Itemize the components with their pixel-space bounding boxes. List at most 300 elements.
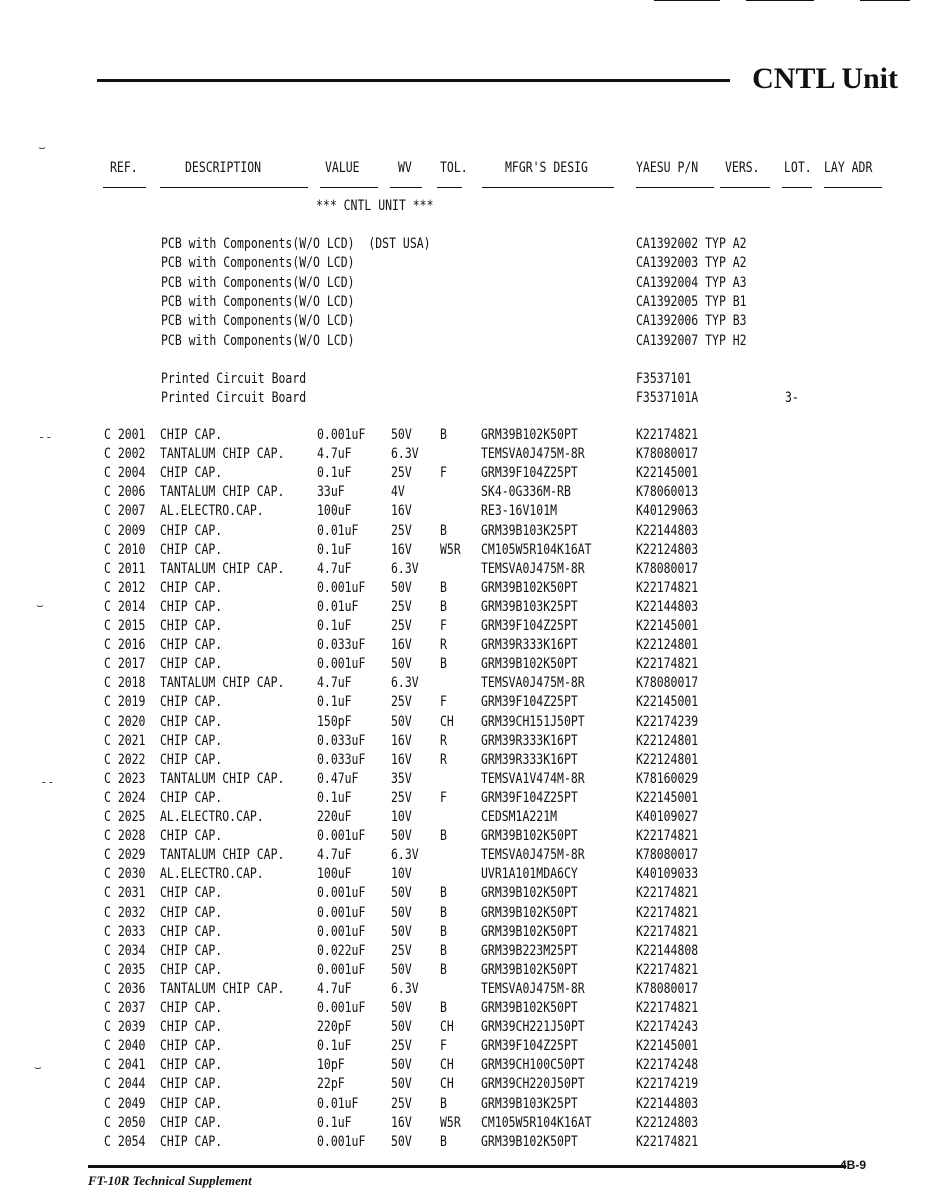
- table-row: [0, 446, 926, 465]
- part-tol: CH: [440, 713, 454, 730]
- part-wv: 50V: [391, 1000, 412, 1016]
- part-yaesu-pn: K22174821: [636, 579, 699, 596]
- assembly-part-number: CA1392003 TYP A2: [636, 255, 747, 272]
- part-ref: C 2020: [104, 713, 146, 730]
- table-row: [0, 943, 926, 962]
- col-wv: WV: [398, 160, 412, 176]
- part-yaesu-pn: K78080017: [636, 847, 699, 864]
- part-description: CHIP CAP.: [160, 1133, 223, 1150]
- part-mfgr-desig: GRM39B102K50PT: [481, 427, 578, 443]
- part-ref: C 2001: [104, 427, 146, 443]
- part-tol: B: [440, 923, 447, 940]
- board-part-number: F3537101: [636, 371, 692, 387]
- col-lay: LAY ADR: [824, 160, 873, 176]
- part-wv: 16V: [391, 1114, 412, 1131]
- assembly-description: PCB with Components(W/O LCD): [161, 332, 355, 349]
- part-ref: C 2023: [104, 770, 146, 787]
- part-yaesu-pn: K22145001: [636, 1038, 699, 1055]
- table-row: [0, 465, 926, 484]
- part-yaesu-pn: K22144803: [636, 1095, 699, 1112]
- table-row: [0, 866, 926, 885]
- part-wv: 50V: [391, 579, 412, 596]
- part-tol: B: [440, 885, 447, 902]
- part-yaesu-pn: K78080017: [636, 980, 699, 997]
- table-row: [0, 599, 926, 618]
- part-yaesu-pn: K22174821: [636, 828, 699, 845]
- board-description: Printed Circuit Board: [161, 390, 307, 406]
- part-yaesu-pn: K22174821: [636, 923, 699, 940]
- col-tol: TOL.: [440, 160, 468, 176]
- part-yaesu-pn: K22145001: [636, 465, 699, 482]
- part-wv: 25V: [391, 942, 412, 959]
- part-mfgr-desig: GRM39B102K50PT: [481, 923, 578, 940]
- part-tol: B: [440, 1000, 447, 1016]
- part-tol: B: [440, 1095, 447, 1112]
- part-ref: C 2041: [104, 1057, 146, 1074]
- part-mfgr-desig: TEMSVA1V474M-8R: [481, 770, 585, 787]
- part-value: 0.001uF: [317, 923, 366, 940]
- part-description: TANTALUM CHIP CAP.: [160, 675, 285, 692]
- table-row: [0, 427, 926, 446]
- assembly-description: PCB with Components(W/O LCD): [161, 255, 355, 272]
- table-row: [0, 1057, 926, 1076]
- part-description: CHIP CAP.: [160, 961, 223, 978]
- part-ref: C 2037: [104, 1000, 146, 1016]
- part-mfgr-desig: TEMSVA0J475M-8R: [481, 847, 585, 864]
- table-row: [0, 1115, 926, 1134]
- part-value: 0.022uF: [317, 942, 366, 959]
- table-row: [0, 1000, 926, 1019]
- part-yaesu-pn: K78080017: [636, 560, 699, 577]
- part-wv: 25V: [391, 1095, 412, 1112]
- part-tol: F: [440, 618, 447, 634]
- part-tol: B: [440, 579, 447, 596]
- part-mfgr-desig: GRM39R333K16PT: [481, 732, 578, 749]
- part-ref: C 2010: [104, 541, 146, 558]
- part-tol: CH: [440, 1057, 454, 1074]
- part-description: CHIP CAP.: [160, 1038, 223, 1055]
- part-ref: C 2017: [104, 656, 146, 673]
- part-mfgr-desig: UVR1A101MDA6CY: [481, 866, 578, 883]
- part-wv: 50V: [391, 961, 412, 978]
- part-mfgr-desig: RE3-16V101M: [481, 503, 558, 520]
- part-description: CHIP CAP.: [160, 1019, 223, 1036]
- part-ref: C 2031: [104, 885, 146, 902]
- part-mfgr-desig: TEMSVA0J475M-8R: [481, 560, 585, 577]
- part-value: 10pF: [317, 1057, 345, 1074]
- part-mfgr-desig: GRM39B102K50PT: [481, 579, 578, 596]
- table-row: [0, 905, 926, 924]
- part-ref: C 2022: [104, 751, 146, 768]
- part-tol: R: [440, 732, 447, 749]
- part-tol: B: [440, 656, 447, 673]
- part-ref: C 2032: [104, 904, 146, 921]
- part-value: 0.001uF: [317, 1133, 366, 1150]
- assembly-part-number: CA1392002 TYP A2: [636, 236, 747, 252]
- part-description: CHIP CAP.: [160, 694, 223, 711]
- part-wv: 50V: [391, 713, 412, 730]
- col-lot: LOT.: [784, 160, 812, 176]
- part-wv: 50V: [391, 1057, 412, 1074]
- part-description: CHIP CAP.: [160, 1076, 223, 1093]
- part-yaesu-pn: K22144808: [636, 942, 699, 959]
- part-mfgr-desig: GRM39CH221J50PT: [481, 1019, 585, 1036]
- part-description: CHIP CAP.: [160, 637, 223, 654]
- part-description: CHIP CAP.: [160, 1057, 223, 1074]
- part-value: 0.1uF: [317, 789, 352, 806]
- part-tol: F: [440, 1038, 447, 1055]
- part-description: CHIP CAP.: [160, 579, 223, 596]
- part-value: 150pF: [317, 713, 352, 730]
- part-mfgr-desig: GRM39F104Z25PT: [481, 789, 578, 806]
- part-wv: 6.3V: [391, 560, 419, 577]
- page-number: 4B-9: [839, 1158, 866, 1172]
- part-yaesu-pn: K22174248: [636, 1057, 699, 1074]
- part-tol: B: [440, 828, 447, 845]
- part-ref: C 2016: [104, 637, 146, 654]
- part-wv: 6.3V: [391, 980, 419, 997]
- table-row: [0, 503, 926, 522]
- part-mfgr-desig: GRM39F104Z25PT: [481, 1038, 578, 1055]
- table-row: [0, 1134, 926, 1153]
- part-yaesu-pn: K78080017: [636, 675, 699, 692]
- part-value: 100uF: [317, 503, 352, 520]
- part-yaesu-pn: K78160029: [636, 770, 699, 787]
- assembly-description: PCB with Components(W/O LCD): [161, 274, 355, 291]
- part-ref: C 2039: [104, 1019, 146, 1036]
- part-ref: C 2029: [104, 847, 146, 864]
- part-ref: C 2033: [104, 923, 146, 940]
- col-value: VALUE: [325, 160, 360, 176]
- part-yaesu-pn: K22174243: [636, 1019, 699, 1036]
- part-ref: C 2025: [104, 809, 146, 825]
- table-row: [0, 828, 926, 847]
- part-description: CHIP CAP.: [160, 541, 223, 558]
- part-wv: 25V: [391, 789, 412, 806]
- table-row: [0, 637, 926, 656]
- part-value: 0.01uF: [317, 522, 359, 539]
- part-wv: 25V: [391, 694, 412, 711]
- part-yaesu-pn: K22124801: [636, 637, 699, 654]
- part-description: CHIP CAP.: [160, 789, 223, 806]
- part-mfgr-desig: GRM39B223M25PT: [481, 942, 578, 959]
- section-title: *** CNTL UNIT ***: [316, 198, 434, 214]
- table-row: [0, 675, 926, 694]
- part-wv: 25V: [391, 618, 412, 634]
- table-row: [0, 809, 926, 828]
- part-wv: 50V: [391, 1019, 412, 1036]
- part-description: CHIP CAP.: [160, 656, 223, 673]
- part-mfgr-desig: GRM39B103K25PT: [481, 598, 578, 615]
- part-mfgr-desig: GRM39B102K50PT: [481, 1133, 578, 1150]
- part-value: 33uF: [317, 484, 345, 501]
- part-mfgr-desig: GRM39B102K50PT: [481, 828, 578, 845]
- part-value: 0.001uF: [317, 1000, 366, 1016]
- part-ref: C 2040: [104, 1038, 146, 1055]
- part-wv: 16V: [391, 541, 412, 558]
- margin-mark: ⌣: [36, 598, 44, 612]
- assembly-part-number: CA1392005 TYP B1: [636, 293, 747, 310]
- part-value: 100uF: [317, 866, 352, 883]
- part-description: AL.ELECTRO.CAP.: [160, 809, 264, 825]
- part-yaesu-pn: K40109033: [636, 866, 699, 883]
- assembly-description: PCB with Components(W/O LCD) (DST USA): [161, 236, 431, 252]
- part-mfgr-desig: GRM39CH151J50PT: [481, 713, 585, 730]
- part-tol: CH: [440, 1019, 454, 1036]
- part-description: CHIP CAP.: [160, 923, 223, 940]
- footer-title: FT-10R Technical Supplement: [88, 1173, 252, 1188]
- assembly-part-number: CA1392004 TYP A3: [636, 274, 747, 291]
- part-ref: C 2049: [104, 1095, 146, 1112]
- part-yaesu-pn: K22174239: [636, 713, 699, 730]
- part-value: 4.7uF: [317, 980, 352, 997]
- part-value: 0.033uF: [317, 637, 366, 654]
- part-description: CHIP CAP.: [160, 732, 223, 749]
- part-wv: 6.3V: [391, 446, 419, 463]
- part-wv: 50V: [391, 656, 412, 673]
- part-ref: C 2028: [104, 828, 146, 845]
- part-value: 0.001uF: [317, 579, 366, 596]
- part-wv: 25V: [391, 522, 412, 539]
- part-yaesu-pn: K22174821: [636, 1133, 699, 1150]
- table-row: [0, 1038, 926, 1057]
- part-tol: R: [440, 751, 447, 768]
- part-yaesu-pn: K22144803: [636, 598, 699, 615]
- table-row: [0, 656, 926, 675]
- part-value: 220pF: [317, 1019, 352, 1036]
- part-yaesu-pn: K22145001: [636, 789, 699, 806]
- part-description: CHIP CAP.: [160, 942, 223, 959]
- part-mfgr-desig: GRM39B102K50PT: [481, 885, 578, 902]
- part-description: AL.ELECTRO.CAP.: [160, 866, 264, 883]
- part-tol: W5R: [440, 1114, 461, 1131]
- part-tol: F: [440, 465, 447, 482]
- assembly-description: PCB with Components(W/O LCD): [161, 293, 355, 310]
- table-row: [0, 542, 926, 561]
- footer-rule: [88, 1165, 846, 1168]
- part-value: 0.47uF: [317, 770, 359, 787]
- part-ref: C 2050: [104, 1114, 146, 1131]
- board-part-number: F3537101A: [636, 390, 699, 406]
- part-mfgr-desig: GRM39B102K50PT: [481, 904, 578, 921]
- table-row: [0, 580, 926, 599]
- part-description: AL.ELECTRO.CAP.: [160, 503, 264, 520]
- part-mfgr-desig: TEMSVA0J475M-8R: [481, 980, 585, 997]
- part-mfgr-desig: GRM39CH220J50PT: [481, 1076, 585, 1093]
- part-yaesu-pn: K22145001: [636, 694, 699, 711]
- part-description: CHIP CAP.: [160, 885, 223, 902]
- part-value: 0.033uF: [317, 751, 366, 768]
- part-yaesu-pn: K22174821: [636, 1000, 699, 1016]
- part-wv: 6.3V: [391, 847, 419, 864]
- part-tol: B: [440, 942, 447, 959]
- part-yaesu-pn: K22124803: [636, 1114, 699, 1131]
- part-yaesu-pn: K22174821: [636, 656, 699, 673]
- part-wv: 50V: [391, 828, 412, 845]
- part-wv: 25V: [391, 598, 412, 615]
- part-wv: 6.3V: [391, 675, 419, 692]
- part-tol: B: [440, 1133, 447, 1150]
- part-tol: B: [440, 904, 447, 921]
- table-row: [0, 714, 926, 733]
- part-tol: CH: [440, 1076, 454, 1093]
- part-ref: C 2007: [104, 503, 146, 520]
- part-description: CHIP CAP.: [160, 465, 223, 482]
- part-tol: R: [440, 637, 447, 654]
- part-value: 0.1uF: [317, 541, 352, 558]
- table-row: [0, 484, 926, 503]
- part-value: 0.001uF: [317, 961, 366, 978]
- part-mfgr-desig: GRM39B103K25PT: [481, 1095, 578, 1112]
- part-ref: C 2015: [104, 618, 146, 634]
- part-value: 0.1uF: [317, 465, 352, 482]
- part-value: 4.7uF: [317, 446, 352, 463]
- table-row: [0, 733, 926, 752]
- part-ref: C 2018: [104, 675, 146, 692]
- part-tol: B: [440, 427, 447, 443]
- part-description: CHIP CAP.: [160, 828, 223, 845]
- part-mfgr-desig: GRM39B102K50PT: [481, 656, 578, 673]
- part-ref: C 2021: [104, 732, 146, 749]
- part-ref: C 2012: [104, 579, 146, 596]
- part-mfgr-desig: GRM39F104Z25PT: [481, 694, 578, 711]
- part-value: 0.1uF: [317, 694, 352, 711]
- part-yaesu-pn: K40129063: [636, 503, 699, 520]
- part-description: CHIP CAP.: [160, 598, 223, 615]
- part-description: CHIP CAP.: [160, 427, 223, 443]
- part-wv: 16V: [391, 732, 412, 749]
- assembly-part-number: CA1392007 TYP H2: [636, 332, 747, 349]
- unit-title: CNTL Unit: [752, 62, 898, 95]
- col-description: DESCRIPTION: [185, 160, 262, 176]
- part-tol: B: [440, 961, 447, 978]
- part-mfgr-desig: GRM39B102K50PT: [481, 1000, 578, 1016]
- part-wv: 10V: [391, 866, 412, 883]
- part-yaesu-pn: K22174821: [636, 885, 699, 902]
- part-value: 0.1uF: [317, 1114, 352, 1131]
- part-wv: 10V: [391, 809, 412, 825]
- part-value: 4.7uF: [317, 675, 352, 692]
- part-yaesu-pn: K22174821: [636, 427, 699, 443]
- part-wv: 50V: [391, 885, 412, 902]
- part-ref: C 2011: [104, 560, 146, 577]
- part-value: 0.01uF: [317, 598, 359, 615]
- part-value: 0.001uF: [317, 656, 366, 673]
- part-wv: 16V: [391, 751, 412, 768]
- part-value: 22pF: [317, 1076, 345, 1093]
- part-value: 4.7uF: [317, 847, 352, 864]
- part-mfgr-desig: GRM39R333K16PT: [481, 751, 578, 768]
- part-ref: C 2019: [104, 694, 146, 711]
- margin-mark: --: [40, 775, 55, 789]
- part-wv: 16V: [391, 503, 412, 520]
- table-row: [0, 962, 926, 981]
- part-tol: B: [440, 598, 447, 615]
- part-description: CHIP CAP.: [160, 618, 223, 634]
- top-edge-rule-3: [860, 0, 910, 1]
- part-description: TANTALUM CHIP CAP.: [160, 484, 285, 501]
- part-mfgr-desig: TEMSVA0J475M-8R: [481, 446, 585, 463]
- part-ref: C 2034: [104, 942, 146, 959]
- col-mfgr: MFGR'S DESIG: [505, 160, 588, 176]
- margin-mark: ⌣: [34, 1060, 42, 1074]
- part-mfgr-desig: GRM39F104Z25PT: [481, 465, 578, 482]
- part-description: TANTALUM CHIP CAP.: [160, 770, 285, 787]
- part-value: 0.1uF: [317, 618, 352, 634]
- table-row: [0, 924, 926, 943]
- part-ref: C 2002: [104, 446, 146, 463]
- top-edge-rule-1: [654, 0, 720, 1]
- table-row: [0, 618, 926, 637]
- part-wv: 35V: [391, 770, 412, 787]
- part-value: 0.01uF: [317, 1095, 359, 1112]
- board-lot: 3-: [785, 390, 799, 406]
- part-description: CHIP CAP.: [160, 904, 223, 921]
- part-value: 220uF: [317, 809, 352, 825]
- part-mfgr-desig: GRM39B103K25PT: [481, 522, 578, 539]
- table-row: [0, 752, 926, 771]
- part-value: 0.1uF: [317, 1038, 352, 1055]
- part-value: 0.001uF: [317, 427, 366, 443]
- part-yaesu-pn: K22174821: [636, 961, 699, 978]
- part-tol: W5R: [440, 541, 461, 558]
- part-value: 0.001uF: [317, 904, 366, 921]
- part-wv: 50V: [391, 1076, 412, 1093]
- part-yaesu-pn: K22174219: [636, 1076, 699, 1093]
- part-wv: 4V: [391, 484, 405, 501]
- table-row: [0, 1096, 926, 1115]
- assembly-description: PCB with Components(W/O LCD): [161, 313, 355, 330]
- table-row: [0, 790, 926, 809]
- table-row: [0, 694, 926, 713]
- part-value: 0.001uF: [317, 828, 366, 845]
- part-mfgr-desig: TEMSVA0J475M-8R: [481, 675, 585, 692]
- part-description: TANTALUM CHIP CAP.: [160, 560, 285, 577]
- part-ref: C 2044: [104, 1076, 146, 1093]
- table-row: [0, 847, 926, 866]
- part-ref: C 2006: [104, 484, 146, 501]
- part-yaesu-pn: K22174821: [636, 904, 699, 921]
- part-value: 0.001uF: [317, 885, 366, 902]
- table-row: [0, 885, 926, 904]
- margin-mark: --: [38, 430, 53, 444]
- part-ref: C 2054: [104, 1133, 146, 1150]
- part-mfgr-desig: SK4-0G336M-RB: [481, 484, 571, 501]
- part-description: CHIP CAP.: [160, 713, 223, 730]
- table-row: [0, 981, 926, 1000]
- part-description: TANTALUM CHIP CAP.: [160, 847, 285, 864]
- col-ref: REF.: [110, 160, 138, 176]
- part-mfgr-desig: GRM39CH100C50PT: [481, 1057, 585, 1074]
- part-wv: 50V: [391, 923, 412, 940]
- part-yaesu-pn: K78080017: [636, 446, 699, 463]
- part-yaesu-pn: K22145001: [636, 618, 699, 634]
- assembly-part-number: CA1392006 TYP B3: [636, 313, 747, 330]
- part-tol: F: [440, 694, 447, 711]
- col-yaesu: YAESU P/N: [636, 160, 699, 176]
- part-mfgr-desig: CM105W5R104K16AT: [481, 1114, 592, 1131]
- part-ref: C 2024: [104, 789, 146, 806]
- part-yaesu-pn: K22124801: [636, 732, 699, 749]
- part-tol: B: [440, 522, 447, 539]
- table-row: [0, 1019, 926, 1038]
- part-ref: C 2014: [104, 598, 146, 615]
- part-tol: F: [440, 789, 447, 806]
- part-description: CHIP CAP.: [160, 1000, 223, 1016]
- part-mfgr-desig: CEDSM1A221M: [481, 809, 558, 825]
- part-ref: C 2035: [104, 961, 146, 978]
- table-row: [0, 561, 926, 580]
